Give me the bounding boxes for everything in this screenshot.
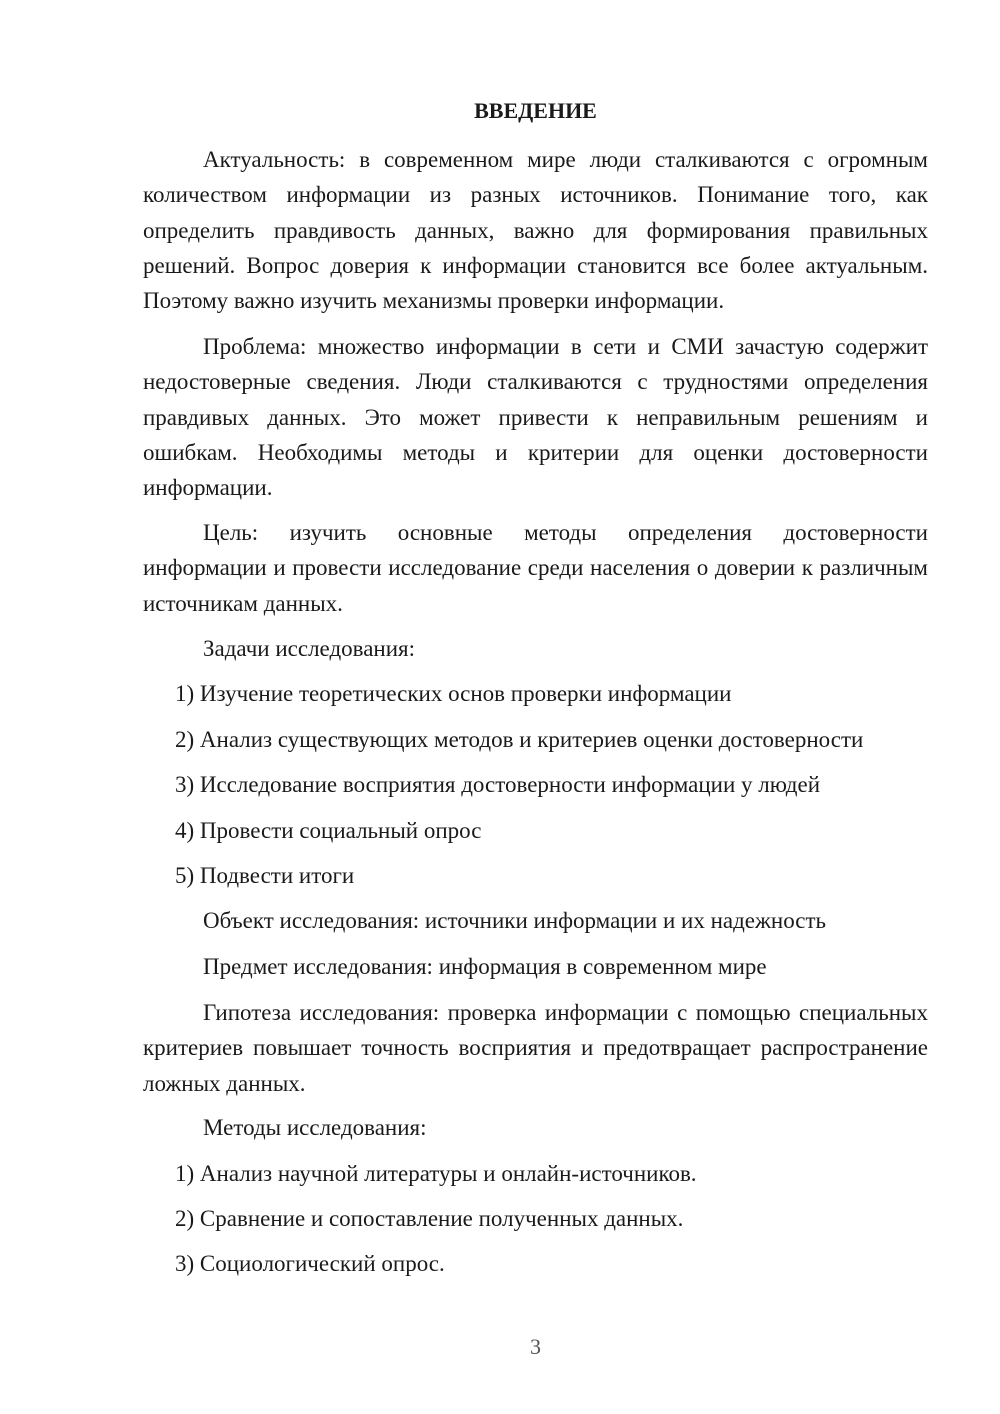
hypothesis-paragraph: Гипотеза исследования: проверка информации с помощью специальных критериев повышает точность восприятия и предотвращает распространение ложных данных.: [143, 1000, 928, 1096]
research-object: Объект исследования: источники информации и их надежность: [203, 908, 827, 933]
method-item: 2) Сравнение и сопоставление полученных данных.: [175, 1206, 684, 1231]
problem-paragraph: Проблема: множество информации в сети и СМИ зачастую содержит недостоверные сведения. Люди сталкиваются с трудностями определения правдивых данных. Это может привести к неправильным решениям и ошибкам. Необходимы методы и критерии для оценки достоверности информации.: [143, 334, 928, 501]
task-item: 1) Изучение теоретических основ проверки информации: [175, 681, 732, 706]
section-title: ВВЕДЕНИЕ: [474, 98, 597, 123]
goal-paragraph: Цель: изучить основные методы определения достоверности информации и провести исследование среди населения о доверии к различным источникам данных.: [143, 520, 928, 616]
task-item: 4) Провести социальный опрос: [175, 818, 482, 843]
task-item: 2) Анализ существующих методов и критериев оценки достоверности: [175, 727, 864, 752]
page-number: 3: [530, 1334, 541, 1359]
method-item: 3) Социологический опрос.: [175, 1251, 445, 1276]
methods-heading: Методы исследования:: [203, 1115, 427, 1140]
tasks-heading: Задачи исследования:: [203, 636, 416, 661]
research-subject: Предмет исследования: информация в современном мире: [203, 954, 767, 979]
task-item: 3) Исследование восприятия достоверности информации у людей: [175, 772, 821, 797]
relevance-paragraph: Актуальность: в современном мире люди сталкиваются с огромным количеством информации из разных источников. Понимание того, как определить правдивость данных, важно для формирования правильных решений. Вопрос доверия к информации становится все более актуальным. Поэтому важно изучить механизмы проверки информации.: [143, 147, 928, 314]
method-item: 1) Анализ научной литературы и онлайн-источников.: [175, 1161, 697, 1186]
task-item: 5) Подвести итоги: [175, 863, 355, 888]
document-page: [143, 0, 928, 1414]
